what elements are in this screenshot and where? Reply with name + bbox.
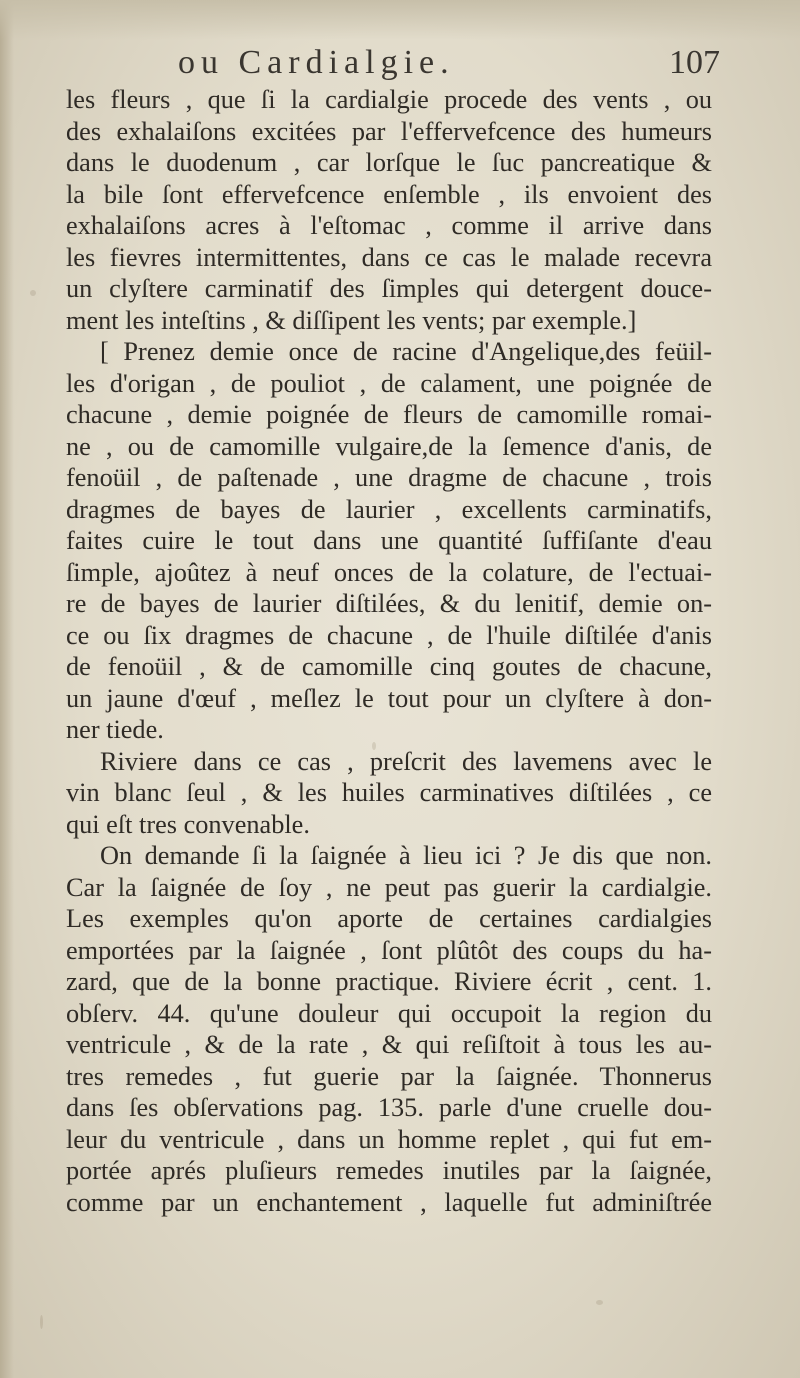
text-line: obſerv. 44. qu'une douleur qui occupoit la region du (66, 998, 712, 1028)
text-line: des exhalaiſons excitées par l'effervefcence des humeurs (66, 116, 712, 146)
text-line: les fleurs , que ſi la cardialgie procede des vents , ou (66, 85, 712, 114)
text-line: vin blanc ſeul , & les huiles carminatives diſtilées , ce (66, 778, 712, 807)
text-line: ce ou ſix dragmes de chacune , de l'huile diſtilée d'anis (66, 620, 712, 650)
text-line: ſimple, ajoûtez à neuf onces de la colature, de l'ectuai- (66, 557, 712, 587)
text-line: un clyſtere carminatif des ſimples qui detergent douce- (66, 274, 712, 303)
text-line: un jaune d'œuf , meſlez le tout pour un clyſtere à don- (66, 683, 712, 713)
text-line: la bile ſont effervefcence enſemble , ils envoient des (66, 179, 712, 209)
text-line: de fenoüil , & de camomille cinq goutes de chacune, (66, 652, 712, 681)
text-line: Les exemples qu'on aporte de certaines cardialgies (66, 904, 712, 933)
text-line: zard, que de la bonne practique. Riviere écrit , cent. 1. (66, 967, 712, 996)
text-line: dans le duodenum , car lorſque le ſuc pancreatique & (66, 148, 712, 177)
page-top-shadow (0, 0, 800, 40)
paper-spot (596, 1300, 603, 1305)
text-line: ment les inteſtins , & diſſipent les vents; par exemple.] (66, 305, 637, 335)
text-line: Car la ſaignée de ſoy , ne peut pas guerir la cardialgie. (66, 872, 712, 902)
text-line: emportées par la ſaignée , ſont plûtôt des coups du ha- (66, 935, 712, 965)
text-line: faites cuire le tout dans une quantité ſuffiſante d'eau (66, 526, 712, 555)
running-head: ou Cardialgie. (178, 44, 455, 81)
page-left-shadow (0, 0, 14, 1378)
text-line: leur du ventricule , dans un homme replet , qui fut em- (66, 1124, 712, 1154)
text-line: portée aprés pluſieurs remedes inutiles par la ſaignée, (66, 1156, 712, 1185)
text-line: On demande ſi la ſaignée à lieu ici ? Je dis que non. (100, 841, 712, 870)
paper-spot (30, 290, 36, 296)
paragraph (66, 84, 712, 336)
text-line: dragmes de bayes de laurier , excellents carminatifs, (66, 494, 712, 524)
text-line: tres remedes , fut guerie par la ſaignée. Thonnerus (66, 1061, 712, 1091)
text-line: ner tiede. (66, 715, 164, 744)
text-line: les d'origan , de pouliot , de calament, une poignée de (66, 368, 712, 398)
text-line: ne , ou de camomille vulgaire,de la ſemence d'anis, de (66, 431, 712, 461)
text-line: Riviere dans ce cas , preſcrit des lavemens avec le (100, 746, 712, 776)
paragraph (66, 336, 712, 746)
body-text (66, 84, 712, 1218)
text-line: re de bayes de laurier diſtilées, & du lenitif, demie on- (66, 589, 712, 618)
paper-spot (40, 1315, 43, 1329)
text-line: fenoüil , de paſtenade , une dragme de chacune , trois (66, 463, 712, 492)
paragraph (66, 746, 712, 841)
text-line: [ Prenez demie once de racine d'Angelique,des feüil- (100, 337, 712, 366)
text-line: les fievres intermittentes, dans ce cas le malade recevra (66, 242, 712, 272)
text-line: comme par un enchantement , laquelle fut adminiſtrée (66, 1187, 712, 1217)
paragraph (66, 840, 712, 1218)
text-line: exhalaiſons acres à l'eſtomac , comme il arrive dans (66, 211, 712, 240)
text-line: dans ſes obſervations pag. 135. parle d'une cruelle dou- (66, 1093, 712, 1122)
text-line: qui eſt tres convenable. (66, 809, 310, 839)
text-line: chacune , demie poignée de fleurs de camomille romai- (66, 400, 712, 429)
text-line: ventricule , & de la rate , & qui reſiſtoit à tous les au- (66, 1030, 712, 1059)
page-number: 107 (669, 44, 720, 81)
